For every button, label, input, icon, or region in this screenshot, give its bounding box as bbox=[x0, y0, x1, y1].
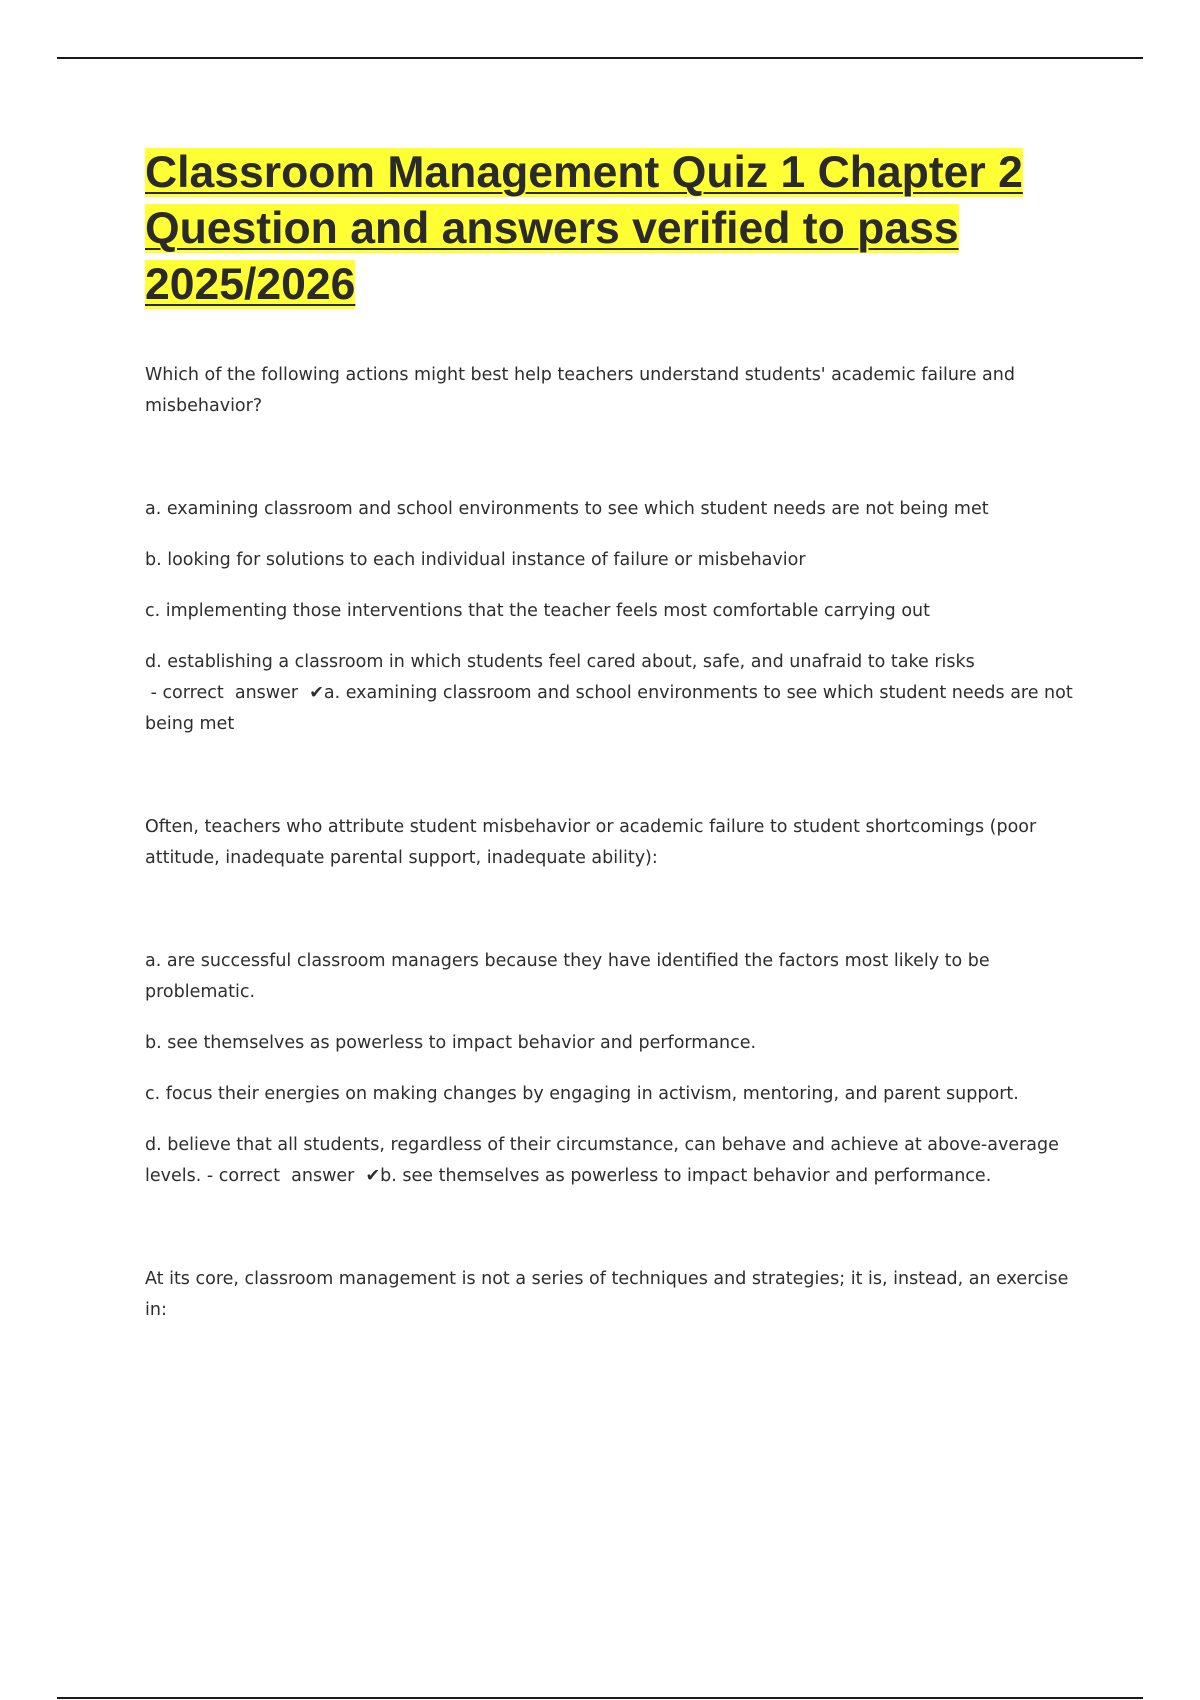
title-highlight: Classroom Management Quiz 1 Chapter 2 Question and answers verified to pass 2025/2026 bbox=[145, 148, 1023, 309]
option-a: a. are successful classroom managers because they have identified the factors most likely to be problematic. bbox=[145, 951, 990, 1002]
check-mark-icon: ✔ bbox=[309, 683, 324, 703]
question-text: Which of the following actions might best help teachers understand students' academic failure and misbehavior? bbox=[145, 365, 1015, 416]
option-d: d. believe that all students, regardless of their circumstance, can behave and achieve at above-average levels. bbox=[145, 1135, 1059, 1186]
option-d-with-answer bbox=[145, 1130, 1095, 1192]
answer-label: - correct answer bbox=[201, 1166, 366, 1186]
check-mark-icon: ✔ bbox=[365, 1166, 381, 1186]
option-c: c. implementing those interventions that the teacher feels most comfortable carrying out bbox=[145, 601, 930, 621]
option-b: b. see themselves as powerless to impact behavior and performance. bbox=[145, 1033, 757, 1053]
option-d-with-answer bbox=[145, 647, 1095, 740]
document-body bbox=[145, 145, 1095, 1326]
answer-label: - correct answer bbox=[145, 683, 310, 703]
option-c: c. focus their energies on making changes by engaging in activism, mentoring, and parent support. bbox=[145, 1084, 1019, 1104]
top-rule bbox=[57, 57, 1143, 59]
bottom-rule bbox=[57, 1697, 1143, 1699]
correct-answer: a. examining classroom and school environments to see which student needs are not being met bbox=[145, 683, 1073, 734]
question-text: At its core, classroom management is not a series of techniques and strategies; it is, instead, an exercise in: bbox=[145, 1269, 1069, 1320]
option-b: b. looking for solutions to each individual instance of failure or misbehavior bbox=[145, 550, 806, 570]
option-d: d. establishing a classroom in which students feel cared about, safe, and unafraid to take risks bbox=[145, 652, 975, 672]
question-block-1 bbox=[145, 360, 1095, 740]
option-a: a. examining classroom and school environments to see which student needs are not being met bbox=[145, 499, 989, 519]
document-title bbox=[145, 145, 1095, 313]
question-block-3 bbox=[145, 1264, 1095, 1326]
correct-answer: b. see themselves as powerless to impact behavior and performance. bbox=[380, 1166, 992, 1186]
question-block-2 bbox=[145, 812, 1095, 1192]
question-text: Often, teachers who attribute student misbehavior or academic failure to student shortcomings (poor attitude, inadequate parental support, inadequate ability): bbox=[145, 817, 1037, 868]
